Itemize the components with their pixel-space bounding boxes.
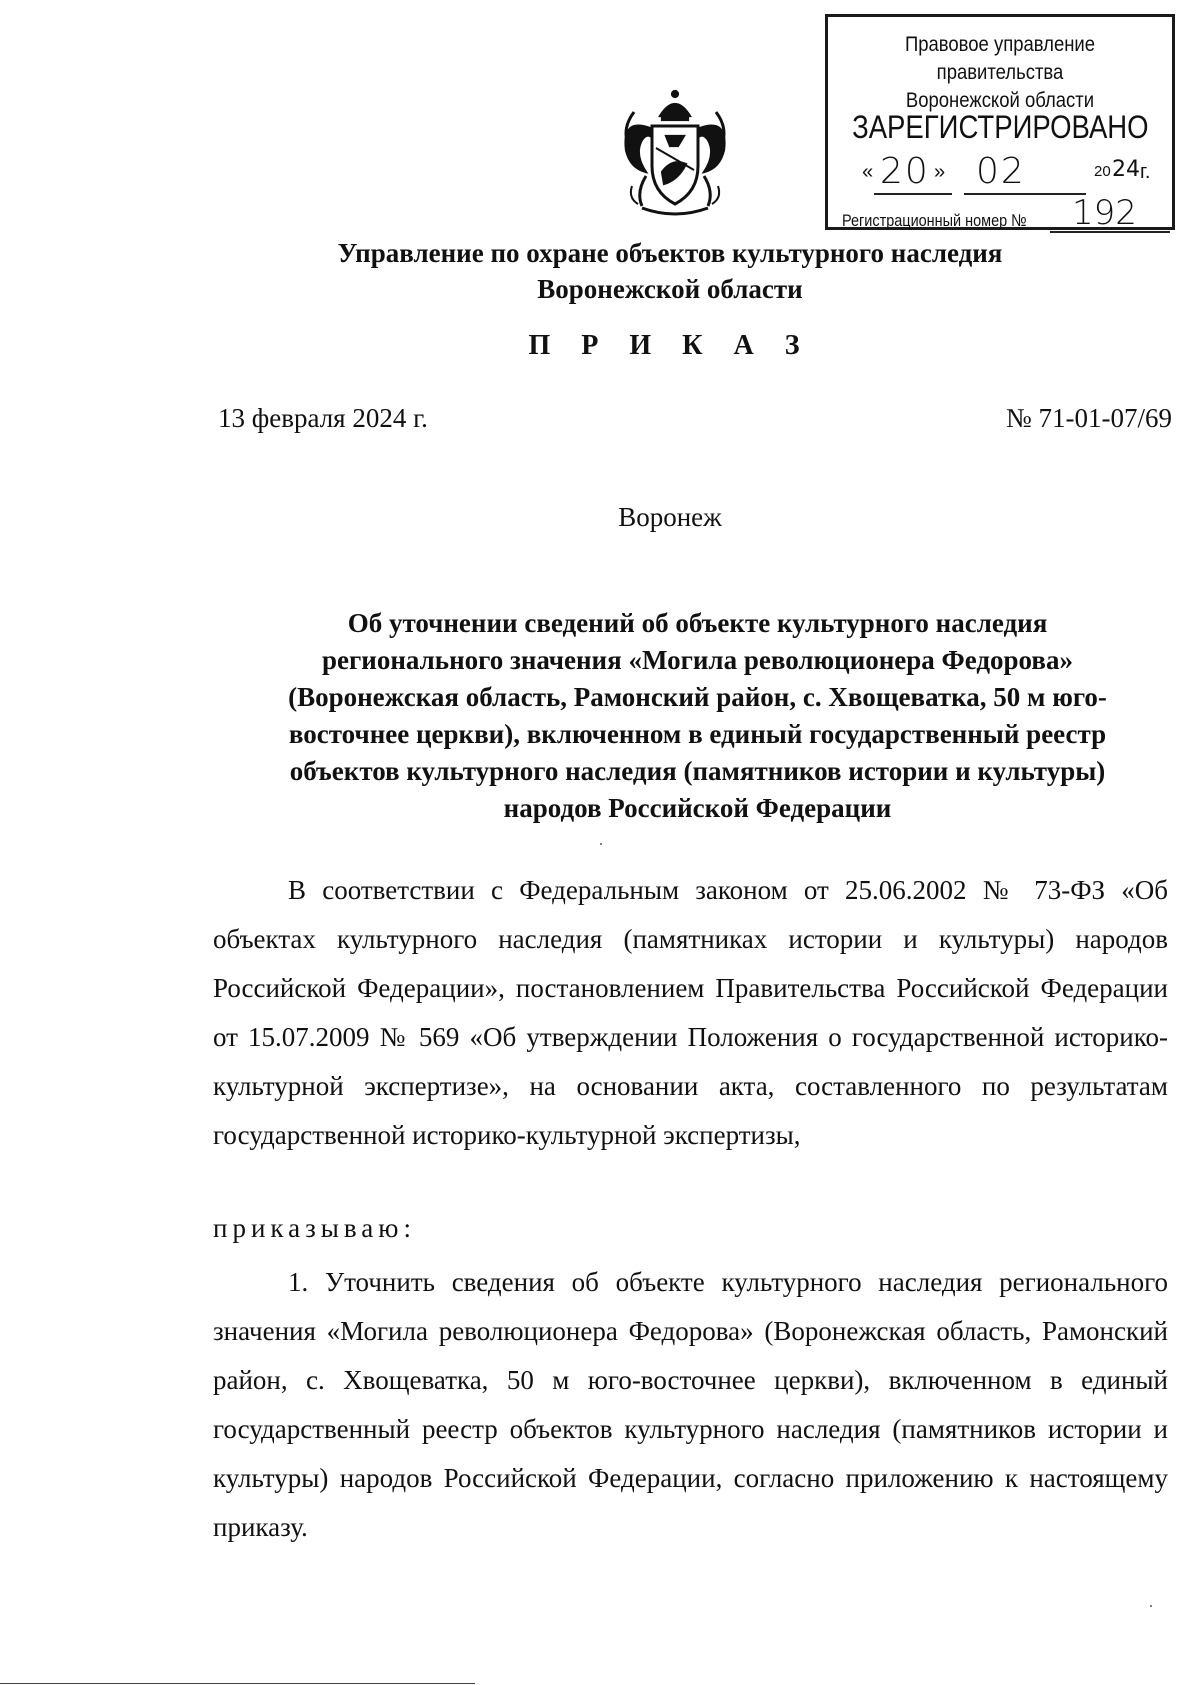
scan-speck xyxy=(1150,1605,1152,1607)
stamp-day-line xyxy=(874,193,952,195)
stamp-month-line xyxy=(964,193,1086,195)
organization-line2: Воронежской области xyxy=(537,274,803,304)
stamp-quote-open: « xyxy=(862,161,874,183)
preamble-paragraph: В соответствии с Федеральным законом от 25.06.2002 № 73-ФЗ «Об объектах культурного наследия (памятниках истории и культуры) народов Российской Федерации», постановлением Правительства Российской Федерации от 15.07.2009 № 569 «Об утверждении Положения о государственной историко-культурной экспертизе», на основании акта, составленного по результатам государственной историко-культурной экспертизы, xyxy=(213,875,1168,1150)
stamp-year-prefix: 20 xyxy=(1094,163,1111,180)
subject-line2: регионального значения «Могила революционера Федорова» xyxy=(322,645,1073,675)
document-date: 13 февраля 2024 г. xyxy=(218,403,428,433)
subject-line1: Об уточнении сведений об объекте культурного наследия xyxy=(347,608,1048,638)
stamp-year-suffix: г. xyxy=(1140,161,1151,183)
stamp-date xyxy=(858,151,1168,197)
subject-line6: народов Российской Федерации xyxy=(503,793,892,823)
stamp-org-line2: Воронежской области xyxy=(905,89,1095,112)
stamp-year-hand: 24 xyxy=(1112,157,1140,182)
document-subject xyxy=(225,605,1170,827)
subject-line3: (Воронежская область, Рамонский район, с. Хвощеватка, 50 м юго- xyxy=(288,682,1107,712)
organization-title xyxy=(100,235,1200,307)
stamp-number-line xyxy=(1050,231,1170,233)
stamp-organization xyxy=(849,31,1152,115)
order-item-1: 1. Уточнить сведения об объекте культурного наследия регионального значения «Могила революционера Федорова» (Воронежская область, Рамонский район, с. Хвощеватка, 50 м юго-восточнее церкви), включенном в единый государственный реестр объектов культурного наследия (памятников истории и культуры) народов Российской Федерации, согласно приложению к настоящему приказу. xyxy=(213,1267,1168,1542)
stamp-number-value: 192 xyxy=(1072,193,1137,233)
stamp-registered-label: ЗАРЕГИСТРИРОВАНО xyxy=(852,109,1149,145)
order-word: приказываю: xyxy=(213,1213,416,1243)
stamp-number-label: Регистрационный номер № xyxy=(842,211,1027,230)
footer-line xyxy=(0,1683,475,1684)
stamp-reg-number xyxy=(842,193,1172,233)
subject-line4: восточнее церкви), включенном в единый государственный реестр xyxy=(288,719,1107,749)
organization-line1: Управление по охране объектов культурного наследия xyxy=(337,238,1003,268)
scan-speck xyxy=(600,843,602,845)
emblem-svg xyxy=(612,88,738,218)
document-city: Воронеж xyxy=(618,502,722,532)
stamp-org-line1: Правовое управление правительства xyxy=(904,33,1096,84)
coat-of-arms-icon xyxy=(612,88,738,218)
registration-stamp xyxy=(825,14,1175,233)
stamp-day: 20 xyxy=(880,151,930,192)
document-number: № 71-01-07/69 xyxy=(1006,403,1172,433)
stamp-quote-close: » xyxy=(934,161,946,183)
stamp-month: 02 xyxy=(976,151,1026,192)
document-type: П Р И К А З xyxy=(528,330,812,361)
subject-line5: объектов культурного наследия (памятников истории и культуры) xyxy=(289,756,1106,786)
